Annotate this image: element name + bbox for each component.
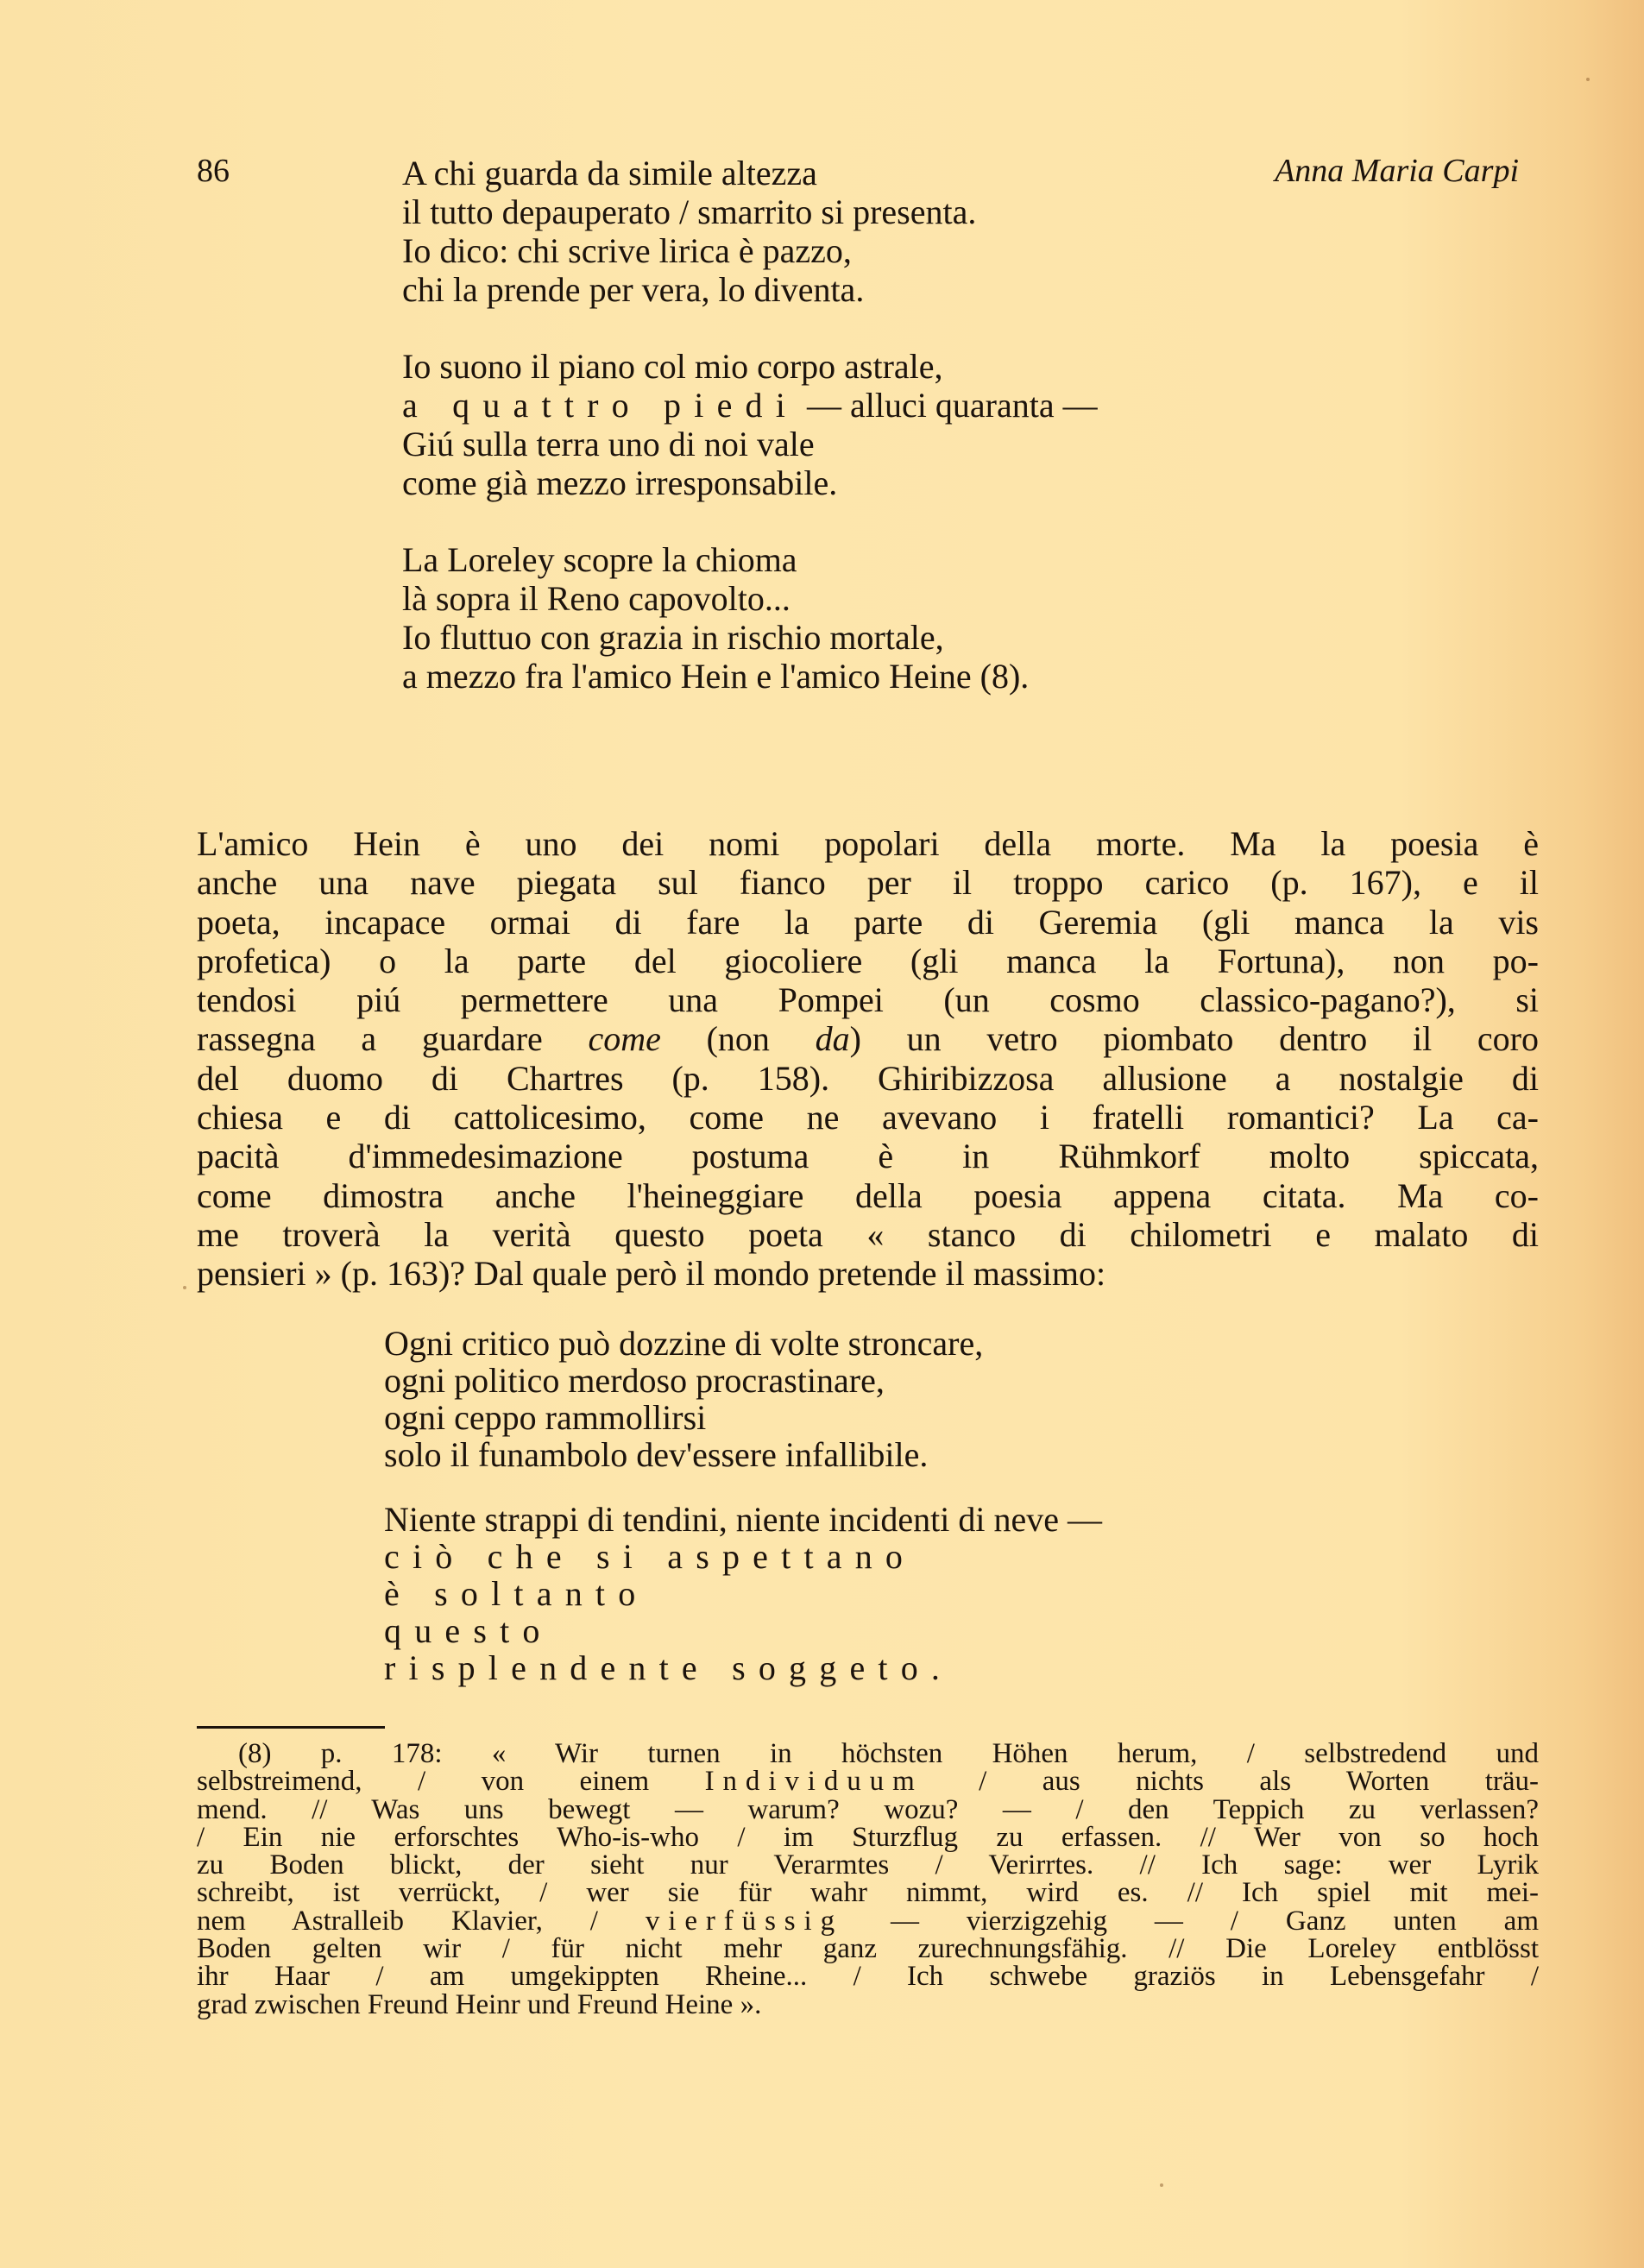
verse-line: a quattro piedi — alluci quaranta — [402, 386, 1098, 425]
footnote-line: selbstreimend, / von einem Individuum / aus nichts als Worten träu- [197, 1766, 1539, 1798]
verse-line: solo il funambolo dev'essere infallibile. [384, 1435, 929, 1474]
letterspaced-emphasis: a quattro piedi [402, 386, 799, 425]
paragraph-line: poeta, incapace ormai di fare la parte di Geremia (gli manca la vis [197, 902, 1539, 942]
paragraph-line: pensieri » (p. 163)? Dal quale però il mondo pretende il massimo: [197, 1254, 1106, 1294]
paragraph-line: anche una nave piegata sul fianco per il troppo carico (p. 167), e il [197, 863, 1539, 903]
verse-line-letterspaced: questo [384, 1611, 553, 1650]
paragraph-line: L'amico Hein è uno dei nomi popolari della morte. Ma la poesia è [197, 824, 1539, 863]
stanza-1 [384, 1325, 1102, 1473]
poem-quotation-1 [402, 154, 1098, 696]
stanza-3 [402, 540, 1098, 696]
verse-line: La Loreley scopre la chioma [402, 540, 797, 579]
footnote-line: mend. // Was uns bewegt — warum? wozu? — / den Teppich zu verlassen? [197, 1793, 1539, 1825]
page-number: 86 [197, 153, 230, 189]
paragraph-line: tendosi piú permettere una Pompei (un cosmo classico-pagano?), si [197, 980, 1539, 1020]
footnote-line: ihr Haar / am umgekippten Rheine... / Ich schwebe graziös in Lebensgefahr / [197, 1961, 1539, 1993]
stanza-1 [402, 154, 1098, 309]
footnote-line: (8) p. 178: « Wir turnen in höchsten Höhen herum, / selbstredend und [238, 1738, 1539, 1769]
italic-emphasis: da [815, 1019, 850, 1059]
verse-line-letterspaced: risplendente soggeto. [384, 1648, 954, 1687]
footnote-line: / Ein nie erforschtes Who-is-who / im Sturzflug zu erfassen. // Wer von so hoch [197, 1821, 1539, 1853]
verse-line: a mezzo fra l'amico Hein e l'amico Heine (8). [402, 657, 1030, 696]
footnote-line: Boden gelten wir / für nicht mehr ganz zurechnungsfähig. // Die Loreley entblösst [197, 1933, 1539, 1965]
stanza-2 [402, 347, 1098, 502]
verse-line: Io fluttuo con grazia in rischio mortale, [402, 618, 944, 657]
poem-quotation-2 [384, 1325, 1102, 1686]
verse-line: Niente strappi di tendini, niente incidenti di neve — [384, 1500, 1103, 1539]
running-head-author: Anna Maria Carpi [1275, 153, 1519, 189]
paragraph-line: del duomo di Chartres (p. 158). Ghiribizzosa allusione a nostalgie di [197, 1058, 1539, 1098]
paper-speck [183, 1286, 186, 1289]
verse-line: ogni politico merdoso procrastinare, [384, 1361, 885, 1400]
paragraph-line: chiesa e di cattolicesimo, come ne avevano i fratelli romantici? La ca- [197, 1098, 1539, 1137]
verse-line: chi la prende per vera, lo diventa. [402, 270, 865, 309]
verse-line: là sopra il Reno capovolto... [402, 579, 791, 618]
paragraph-line: profetica) o la parte del giocoliere (gli manca la Fortuna), non po- [197, 941, 1539, 980]
paragraph-line: come dimostra anche l'heineggiare della poesia appena citata. Ma co- [197, 1175, 1539, 1215]
paragraph-line: me troverà la verità questo poeta « stanco di chilometri e malato di [197, 1214, 1539, 1254]
verse-line: Giú sulla terra uno di noi vale [402, 425, 815, 463]
verse-line-letterspaced: è soltanto [384, 1574, 649, 1613]
body-paragraph [197, 824, 1539, 1294]
letterspaced-emphasis: Individuum [704, 1766, 923, 1798]
footnote-line: nem Astralleib Klavier, / vierfüssig — vierzigzehig — / Ganz unten am [197, 1905, 1539, 1937]
footnote-line: schreibt, ist verrückt, / wer sie für wahr nimmt, wird es. // Ich spiel mit mei- [197, 1877, 1539, 1909]
verse-line: Io dico: chi scrive lirica è pazzo, [402, 231, 852, 270]
footnote-line: zu Boden blickt, der sieht nur Verarmtes / Verirrtes. // Ich sage: wer Lyrik [197, 1849, 1539, 1881]
verse-line: A chi guarda da simile altezza [402, 154, 817, 192]
letterspaced-emphasis: vierfüssig [645, 1905, 844, 1937]
footnote-separator [197, 1726, 385, 1729]
footnote-line: grad zwischen Freund Heinr und Freund Heine ». [197, 1988, 762, 2020]
italic-emphasis: come [588, 1019, 661, 1059]
verse-line: come già mezzo irresponsabile. [402, 463, 838, 502]
verse-line: ogni ceppo rammollirsi [384, 1398, 707, 1437]
verse-line: Ogni critico può dozzine di volte stroncare, [384, 1324, 984, 1363]
footnote-8 [197, 1740, 1539, 2019]
paragraph-line: rassegna a guardare come (non da) un vetro piombato dentro il coro [197, 1019, 1539, 1059]
stanza-2 [384, 1501, 1102, 1686]
paper-speck [1160, 2183, 1163, 2187]
verse-line: Io suono il piano col mio corpo astrale, [402, 347, 943, 386]
verse-line-letterspaced: ciò che si aspettano [384, 1537, 916, 1576]
paper-speck [1586, 78, 1590, 81]
paragraph-line: pacità d'immedesimazione postuma è in Rühmkorf molto spiccata, [197, 1137, 1539, 1176]
verse-line: il tutto depauperato / smarrito si presenta. [402, 192, 977, 231]
